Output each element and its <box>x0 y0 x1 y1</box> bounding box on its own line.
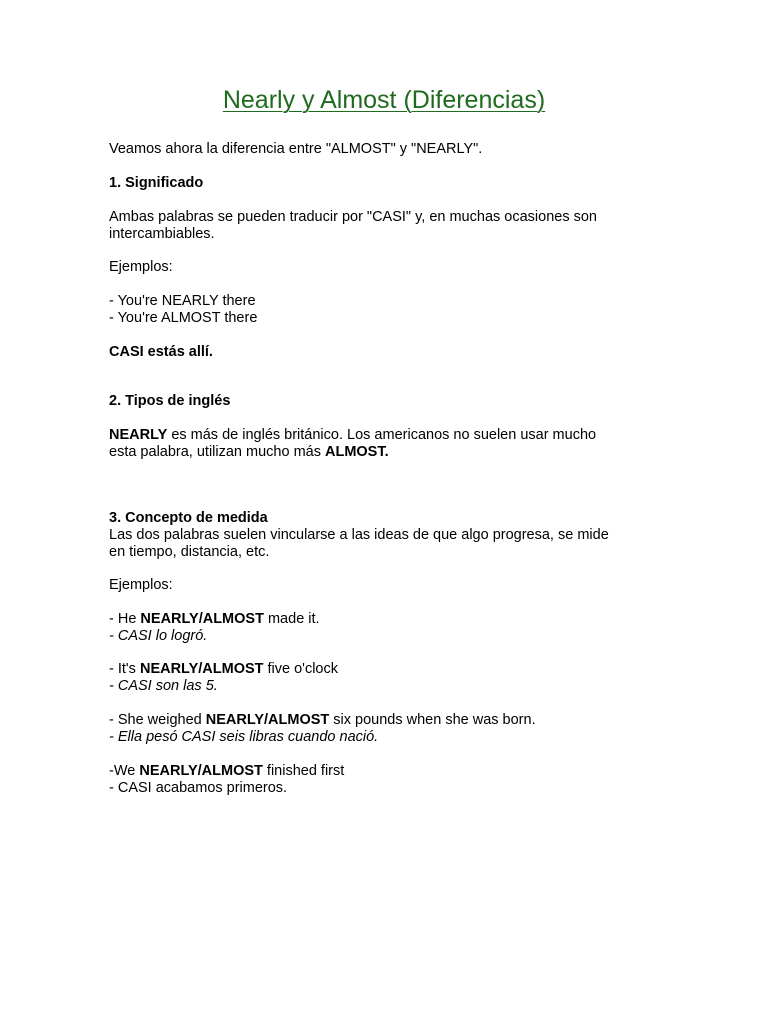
section1-heading: 1. Significado <box>109 175 204 191</box>
example-bold: NEARLY/ALMOST <box>205 712 330 728</box>
document-title: Nearly y Almost (Diferencias) <box>222 86 546 114</box>
example-sentence <box>109 661 669 678</box>
example-prefix: -We <box>109 763 140 779</box>
section2-text-line1 <box>109 427 669 444</box>
section1-example1: - You're NEARLY there <box>109 293 256 309</box>
section2-text-part1: es más de inglés británico. Los americanos no suelen usar mucho <box>167 427 597 443</box>
example-translation <box>109 628 669 645</box>
example-translation-text: - CASI son las 5. <box>109 678 218 694</box>
example-translation <box>109 729 669 746</box>
example-sentence <box>109 712 669 729</box>
section3-examples-label: Ejemplos: <box>109 577 173 593</box>
section2-text-line2 <box>109 444 669 461</box>
example-prefix: - He <box>109 611 141 627</box>
section2-heading: 2. Tipos de inglés <box>109 393 231 409</box>
example-suffix: made it. <box>263 611 320 627</box>
section1-examples-label: Ejemplos: <box>109 259 173 275</box>
example-prefix: - She weighed <box>109 712 206 728</box>
section2-bold-almost: ALMOST. <box>325 444 389 460</box>
section3-paragraph-line1: Las dos palabras suelen vincularse a las ideas de que algo progresa, se mide <box>109 527 609 543</box>
example-suffix: six pounds when she was born. <box>329 712 536 728</box>
section3-paragraph-line2: en tiempo, distancia, etc. <box>109 544 270 560</box>
example-bold: NEARLY/ALMOST <box>139 661 264 677</box>
section2-bold-nearly: NEARLY <box>109 427 168 443</box>
section1-paragraph-line2: intercambiables. <box>109 226 215 242</box>
example-bold: NEARLY/ALMOST <box>140 611 264 627</box>
section3-heading: 3. Concepto de medida <box>109 510 268 526</box>
example-sentence <box>109 763 669 780</box>
example-bold: NEARLY/ALMOST <box>139 763 263 779</box>
example-translation-text: - Ella pesó CASI seis libras cuando nació. <box>109 729 379 745</box>
section1-example2: - You're ALMOST there <box>109 310 258 326</box>
example-suffix: finished first <box>262 763 345 779</box>
example-translation <box>109 780 669 797</box>
example-sentence <box>109 611 669 628</box>
example-translation-text: - CASI lo logró. <box>109 628 208 644</box>
section2-text-part2: esta palabra, utilizan mucho más <box>109 444 325 460</box>
example-translation-text: - CASI acabamos primeros. <box>109 780 288 796</box>
example-suffix: five o'clock <box>263 661 338 677</box>
example-prefix: - It's <box>109 661 140 677</box>
section1-paragraph-line1: Ambas palabras se pueden traducir por "CASI" y, en muchas ocasiones son <box>109 209 597 225</box>
intro-text: Veamos ahora la diferencia entre "ALMOST" y "NEARLY". <box>109 141 483 157</box>
section1-translation: CASI estás allí. <box>109 344 213 360</box>
example-translation <box>109 678 669 695</box>
